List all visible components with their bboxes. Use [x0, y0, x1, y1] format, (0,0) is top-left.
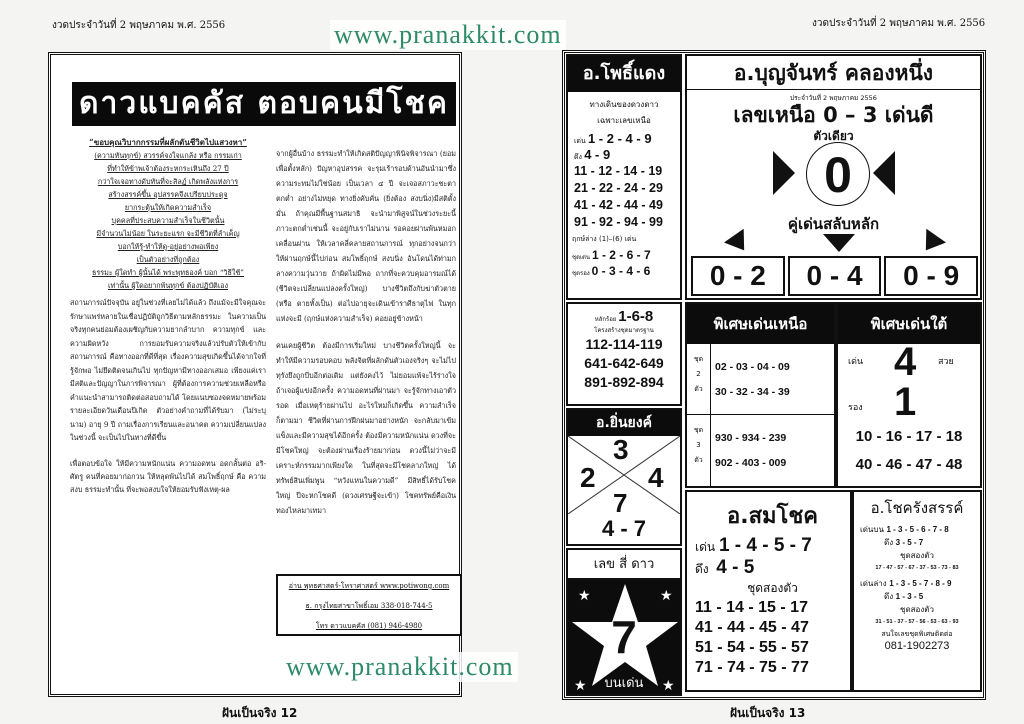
left-column-body: สถานการณ์ปัจจุบัน อยู่ในช่วงที่เลยไม่ได้แล้ว ถึงแม้จะมีใจคุณจะรักษาแพร่หลายในเชื่อปฏิบัติถูกวิธีตามหลักธรรมะ ในความเป็นจริงทุกคนย่อมต้องเผชิญกับความยากลำบาก ความทุกข์ และความผิดหวัง การยอมรับความจริงแล้วปรับตัวให้เข้ากับสถานการณ์ คือทางออกที่ดีที่สุด เรื่องความสุขเกิดขึ้นได้จากใจที่รู้จักพอ ไม่ยึดติดจนเกินไป ทุกปัญหามีทางออกเสมอ เพียงแค่เรามีสติและปัญญาในการพิจารณา ผู้ที่ต้องการความช่วยเหลือหรือคำแนะนำสามารถติดต่อสอบถามได้ โดยแนบซองจดหมายพร้อมรายละเอียดวันเดือนปีเกิด ตัวอย่างคำถามที่ได้รับมา (ไม่ระบุนาม) อายุ 9 ปี ถามเรื่องการเรียนและอนาคต ความเปลี่ยนแปลงในช่วงนี้ จะเป็นไปในทางที่ดีขึ้น [70, 298, 266, 442]
quote-line: ยากระตุ้นให้เกิดความสำเร็จ [124, 203, 212, 212]
pairs-label: คู่เด่นสลับหลัก [787, 215, 880, 233]
hundreds-row: 891-892-894 [584, 374, 664, 390]
hundreds-row: 641-642-649 [584, 355, 664, 371]
somchok-dueng: 4 - 5 [716, 557, 755, 578]
lower-label: เด่นล่าง [860, 579, 887, 588]
set3-row: 930 - 934 - 239 [715, 432, 787, 444]
south-rong: 1 [894, 380, 917, 424]
single-label: ตัวเดียว [813, 129, 854, 143]
hundreds-label: หลักร้อย [594, 316, 617, 323]
pothidaeng-name: อ.โพธิ์แดง [568, 56, 680, 92]
south-row: 40 - 46 - 47 - 48 [855, 456, 963, 473]
dueng-value: 4 - 9 [584, 147, 611, 162]
hundreds-box [566, 302, 682, 406]
quote-line: สร้างสรรค์ขึ้น อุปสรรคจึงเปรียบประดุจ [108, 190, 228, 199]
boonchan-name: อ.บุญจันทร์ คลองหนึ่ง [687, 56, 980, 90]
south-den: 4 [894, 340, 917, 384]
intro-quote [70, 136, 266, 496]
number-row: 11 - 12 - 14 - 19 [574, 164, 663, 178]
somchok-row: 51 - 54 - 55 - 57 [695, 639, 809, 656]
number-row: 91 - 92 - 94 - 99 [574, 215, 663, 229]
set-rong-value: 0 - 3 - 4 - 6 [591, 264, 651, 278]
special-south-title: พิเศษเด่นใต้ [838, 304, 980, 344]
four-stars-number: 7 [611, 611, 637, 663]
boonchan-date: ประจำวันที่ 2 พฤษภาคม 2556 [790, 94, 877, 102]
lower-row: ฤกษ์ล่าง (1)–(6) เด่น [572, 235, 637, 243]
den-label: เด่น [695, 540, 716, 554]
boonchan-headline: เลขเหนือ 0 – 3 เด่นดี [733, 103, 934, 127]
quote-line: มีจำนวนไม่น้อย ในระยะแรก จะมีชีวิตที่ลำเค็ญ [96, 229, 240, 238]
set-den-value: 1 - 2 - 6 - 7 [591, 248, 651, 262]
pair-box: 0 - 4 [788, 256, 882, 296]
column-title: ดาวแบคคัส ตอบคนมีโชค [72, 82, 456, 126]
set-rong-label: ชุดรอง [572, 270, 590, 277]
somchok-row: 41 - 44 - 45 - 47 [695, 619, 809, 636]
set-rong-row [568, 264, 680, 278]
quote-line: เท่านั้น ผู้ใดอยากพ้นทุกข์ ต้องปฏิบัติเอง [108, 281, 228, 290]
single-digit: 0 [806, 142, 870, 206]
arrow-right-icon [773, 151, 795, 195]
dueng-label: ดึง [695, 562, 709, 576]
set3-label: ชุด 3 ตัว [687, 415, 711, 486]
svg-text:★: ★ [662, 678, 675, 694]
set-label: ชุดสองตัว [900, 605, 934, 614]
chokrangsan-name: อ.โชครังสรรค์ [870, 499, 964, 517]
pothidaeng-box [566, 54, 682, 300]
contact-label: สนใจเลขชุดพิเศษติดต่อ [881, 630, 953, 638]
set-den-label: ชุดเด่น [572, 254, 591, 261]
quote-line: (ความทันทุกข์) สวรรค์จงใจแกล้ง หรือ กรรมเก่า [94, 151, 242, 160]
dueng-label: ดึง [884, 592, 894, 601]
quote-line: บอกให้รู้-ทำให้ดู-อยู่อย่างพอเพียง [117, 242, 219, 251]
pairs-row [691, 256, 978, 296]
pair-box: 0 - 9 [884, 256, 978, 296]
yinyong-left: 2 [580, 462, 596, 493]
den-label: เด่น [848, 357, 864, 367]
somchok-row: 11 - 14 - 15 - 17 [695, 599, 808, 616]
lower-value: 1 - 3 - 5 - 7 - 8 - 9 [889, 579, 952, 588]
right-column-body: จากผู้อื่นบ้าง ธรรมะทำให้เกิดสติปัญญาพินิจพิจารณา (ยอมเพื่อตั้งหลัก) ปัญหาอุปสรรค จะรุมเร้ารอบด้านอันนำมาซึ่งความระทมไม่ใช่น้อย เป็นเวลา ๔ ปี จะเจอสภาวะชะตาตกต่ำ อย่างไม่หยุด ทางยิ่งคับคั่น (ยิ่งต้อง สงบนิ่ง)มีสติตั้งมั่น ถ้าคุณมีพื้นฐานสมาธิ จะนำมาพิสูจน์ในช่วงระยะนี้ ภาวะตกต่ำเช่นนี้ จะอยู่กับเราไม่นาน รอคอยผ่านพ้นหมอกเคลื่อนผ่าน ให้เวลาคลี่คลายสถานการณ์ ทุกอย่างจนกว่า ให้ผ่านฤกษ์นี้ไปก่อน สมโพธิ์ฤกษ์ สงบนิ่ง อันโดนได้ท่ามกลางความวุ่นวาย ถ้าผิดไม่มีพอ ถากที่จะควบคุมอารมณ์ได้ (ชีวิตจะเปลี่ยนแปลงครั้งใหญ่) บางชีวิตถึงกับฆ่าตัวตาย (หรือ ตายทั้งเป็น) ต่อไปอายุจะเดินเข้าราศีธาตุไฟ ในทุกแห่งจะมี (ฤกษ์แห่งความสำเร็จ) คอยอยู่ข้างหน้า [276, 149, 456, 323]
hundreds-sub: โครงสร้างชุดมาตรฐาน [594, 327, 654, 334]
somchok-set-label: ชุดสองตัว [747, 581, 798, 595]
chokrangsan-box [852, 490, 982, 692]
hundreds-row: 112-114-119 [585, 336, 663, 352]
dueng-label: ดึง [574, 153, 582, 161]
website-line: อ่าน พุทธศาสตร์-โหราศาสตร์ www.potiwong.com [288, 582, 450, 590]
svg-text:★: ★ [574, 678, 587, 694]
arrow-left-icon [873, 151, 895, 195]
bank-line: ธ. กรุงไทยสาขาโพธิ์เอม 338-018-744-5 [305, 602, 433, 610]
quote-line: กว่าใจเจอทางดับทันที่จะสิลฏ์ เกิดพลังแห่งการ [97, 177, 239, 186]
suay-label: สวย [938, 357, 954, 367]
lower-dueng: 1 - 3 - 5 [895, 592, 924, 601]
upper-dueng: 3 - 5 - 7 [895, 538, 924, 547]
watermark-bottom: www.pranakkit.com [282, 652, 518, 682]
contact-phone[interactable]: 081-1902273 [884, 640, 950, 652]
boonchan-box [685, 54, 982, 300]
yinyong-right: 4 [648, 462, 664, 493]
somchok-name: อ.สมโชค [727, 504, 818, 529]
lower-set: 31 - 51 - 37 - 57 - 56 - 53 - 63 - 93 [875, 619, 959, 625]
hundreds-value: 1-6-8 [618, 308, 654, 325]
right-column-body-2: คนเคยผู้ชีวิต ต้องมีการเริ่มใหม่ บางชีวิตครั้งใหญ่นี้ จะทำให้มีความรอบคอบ พลังจิตที่ผลักดันตัวเองจริงๆ จะไม่ไปทุรังยึงถูกบีบอีกต่อเดิม แต่ยังคงไว้ ไม่ยอมแพ้จะไร้ร่างใจ ถ้าเจอผู้แข่งอีกครั้ง ความอดทนที่ผ่านมา จะรู้จักทางเอาตัวรอด เมื่อเหตุร้ายผ่านไป อะไรใหม่ก็เกิดขึ้น ความสำเร็จก็ตามมา ชีวิตที่ผ่านการฝึกฝนมาอย่างหนัก จะกลับมาเข้มแข็งและมีความสุขได้อีกครั้ง ต้องมีความหนักแน่น ดวงที่จะมีโชคใหญ่ จะต้องผ่านเรื่องร้ายมาก่อน ดวงนี้ไม่ว่าจะมีเคราะห์กรรมมากเพียงใด ในที่สุดจะมีโชคลาภใหญ่ ได้ทรัพย์สินเพิ่มพูน “หวังแหนในความดี” มีสิทธิ์ได้รับโชคใหญ่ ปีจะหกโชคดี (ดวงเศรษฐีจะเข้า) โชคทรัพย์คือเงินทองไหลมาเทมา [276, 341, 456, 515]
lower-a: 1 [601, 235, 607, 243]
contact-ad-box [276, 574, 462, 636]
pair-box: 0 - 2 [691, 256, 785, 296]
rong-label: รอง [848, 403, 863, 413]
four-stars-caption: บนเด่น [604, 676, 644, 691]
somchok-row: 71 - 74 - 75 - 77 [695, 659, 809, 676]
dueng-label: ดึง [884, 538, 894, 547]
set3-row: 902 - 403 - 009 [715, 457, 787, 469]
svg-text:★: ★ [660, 588, 673, 604]
yinyong-top: 3 [613, 434, 629, 465]
pothidaeng-dueng [568, 147, 680, 163]
upper-set: 17 - 47 - 57 - 67 - 37 - 53 - 73 - 83 [875, 565, 959, 571]
left-column-body-2: เพื่อตอบข้อใจ ให้มีความหนักแน่น ความอดทน อดกลั้นต่อ อริ-ศัตรู คนที่คอยมาก่อกวน ให้หลุดพ้นไปได้ สมโพธิ์ฤกษ์ คือ ความสงบ ธรรมะทำนั้น ที่จะพอสงบใจให้ยอมรับฟังเหตุ-ผล [70, 458, 266, 494]
issue-date-left: งวดประจำวันที่ 2 พฤษภาคม พ.ศ. 2556 [52, 20, 226, 31]
quote-line: บุคคลที่ประสบความสำเร็จในชีวิตนั้น [111, 216, 225, 225]
pothidaeng-sub1: ทางเดินของดวงดาว [589, 100, 659, 109]
set-den-row [568, 248, 680, 262]
four-stars-title: เลข สี่ ดาว [568, 550, 680, 580]
number-row: 41 - 42 - 44 - 49 [574, 198, 663, 212]
pothidaeng-den [568, 131, 680, 147]
yinyong-bottom: 7 [613, 488, 628, 518]
quote-line: ที่ทำให้ข้าพเจ้าต้องระหกระเหินถึง 27 ปี [107, 164, 229, 173]
svg-text:★: ★ [578, 588, 591, 604]
quote-line: ธรรมะ ผู้ใดทำ ผู้นั้นได้ พระพุทธองค์ บอก “วิธีใช้” [92, 268, 244, 277]
quote-line: เป็นตัวอย่างที่ถูกต้อง [136, 255, 200, 264]
phone-line: โทร ดาวแบคคัส (081) 946-4980 [315, 622, 423, 630]
lower-label: ฤกษ์ล่าง [572, 235, 597, 243]
set2-row: 30 - 32 - 34 - 39 [715, 386, 790, 398]
page-footer-left: ฝันเป็นจริง 12 [222, 706, 298, 720]
watermark-top: www.pranakkit.com [330, 20, 566, 50]
lower-b: 6 [615, 235, 620, 243]
number-row: 21 - 22 - 24 - 29 [574, 181, 663, 195]
upper-value: 1 - 3 - 5 - 6 - 7 - 8 [886, 525, 949, 534]
set2-row: 02 - 03 - 04 - 09 [715, 361, 790, 373]
page-footer-right: ฝันเป็นจริง 13 [730, 706, 806, 720]
four-stars-box [566, 548, 682, 696]
set-label: ชุดสองตัว [900, 551, 934, 560]
quote-title: “ขอบคุณวิบากกรรมที่ผลักดันชีวิตไปแสวงหา” [89, 137, 247, 147]
right-column [276, 146, 456, 518]
special-north-title: พิเศษเด่นเหนือ [687, 304, 834, 344]
yinyong-name: อ.ยิ่นยงค์ [568, 410, 680, 436]
south-row: 10 - 16 - 17 - 18 [855, 428, 963, 445]
special-north-box [685, 302, 836, 488]
den-label: เด่น [574, 137, 586, 145]
somchok-box [685, 490, 852, 692]
special-south-box [836, 302, 982, 488]
pothidaeng-sub2: เฉพาะเลขเหนือ [597, 116, 651, 125]
lower-suffix: เด่น [624, 235, 637, 243]
set2-label: ชุด 2 ตัว [687, 344, 711, 414]
yinyong-pair: 4 - 7 [601, 516, 647, 541]
arrow-down-icon [823, 234, 855, 252]
issue-date-right: งวดประจำวันที่ 2 พฤษภาคม พ.ศ. 2556 [812, 18, 986, 29]
den-value: 1 - 2 - 4 - 9 [587, 131, 652, 146]
somchok-den: 1 - 4 - 5 - 7 [718, 535, 812, 556]
yinyong-box [566, 408, 682, 546]
upper-label: เด่นบน [860, 525, 884, 534]
